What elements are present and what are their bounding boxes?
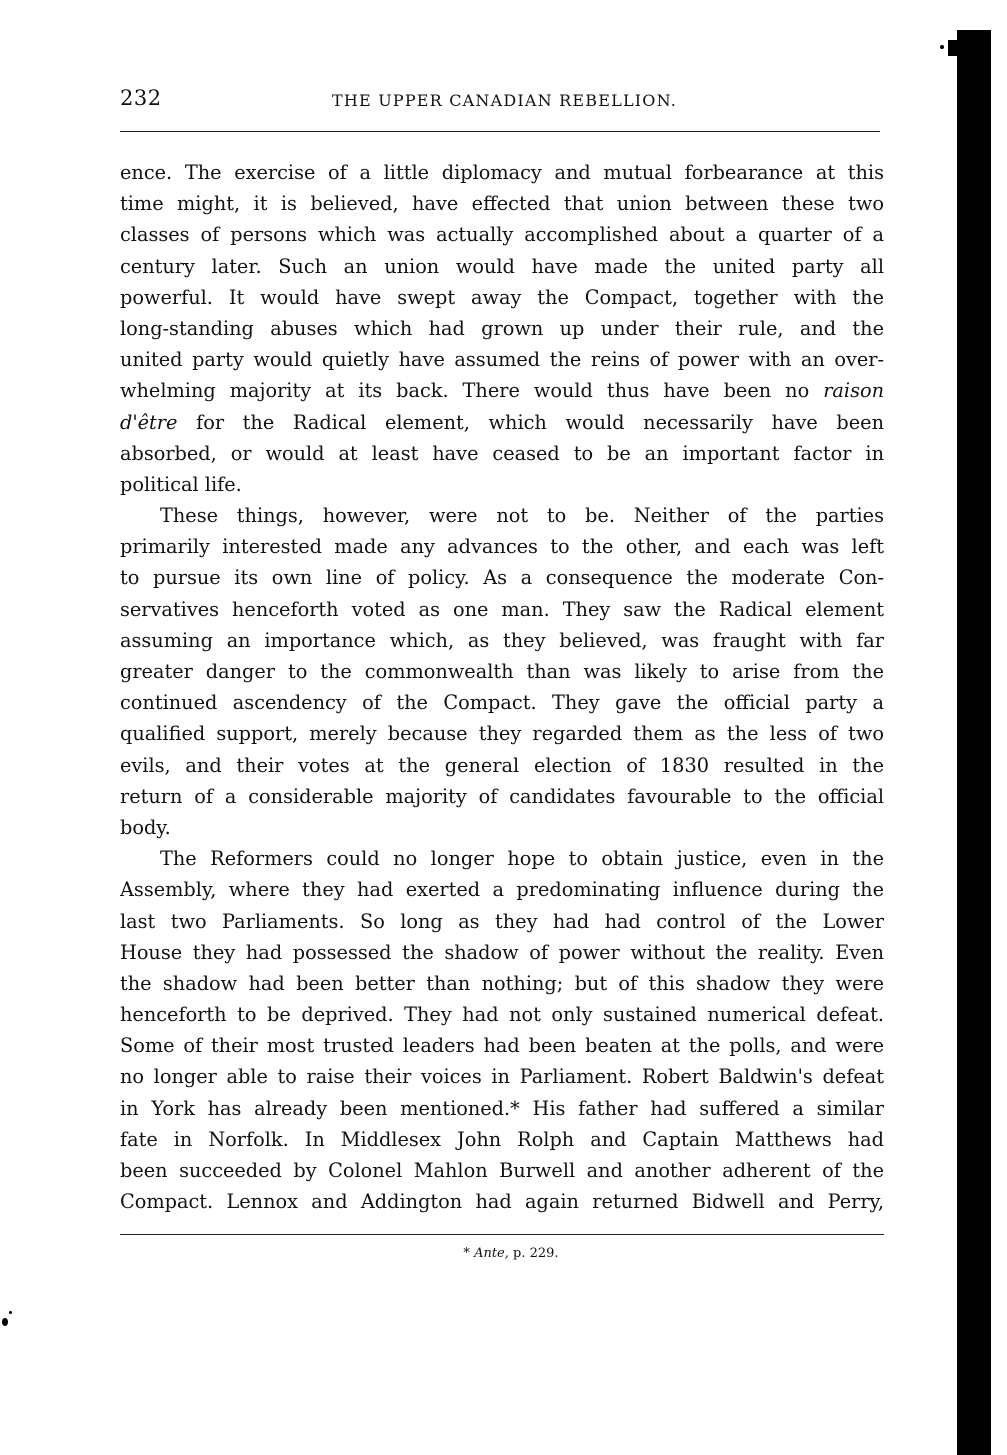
text-line: ence. The exercise of a little diplomacy and mutual forbearance at this (120, 161, 884, 184)
text-line: evils, and their votes at the general election of 1830 resulted in the (120, 753, 884, 777)
scan-border-edge (957, 30, 991, 1455)
footnote (0, 1246, 1007, 1261)
text-line: The Reformers could no longer hope to obtain justice, even in the (160, 847, 884, 871)
scan-speck (940, 45, 944, 49)
text-line: united party would quietly have assumed the reins of power with an over- (120, 348, 884, 372)
running-title: THE UPPER CANADIAN REBELLION. (332, 91, 678, 110)
text-line: henceforth to be deprived. They had not only sustained numerical defeat. (120, 1003, 884, 1027)
text-line: assuming an importance which, as they believed, was fraught with far (120, 628, 884, 652)
text-line: century later. Such an union would have made the united party all (120, 254, 884, 278)
text-line: qualified support, merely because they regarded them as the less of two (120, 722, 884, 746)
text-line: last two Parliaments. So long as they had had control of the Lower (120, 909, 884, 933)
text-line: These things, however, were not to be. Neither of the parties (160, 504, 884, 528)
text-line: classes of persons which was actually accomplished about a quarter of a (120, 223, 884, 247)
text-line (120, 375, 884, 406)
footnote-marker: * (463, 1246, 470, 1261)
text-line: the shadow had been better than nothing; but of this shadow they were (120, 971, 884, 995)
text-line: greater danger to the commonwealth than was likely to arise from the (120, 660, 884, 683)
text-line: continued ascendency of the Compact. They gave the official party a (120, 691, 884, 715)
text-line: fate in Norfolk. In Middlesex John Rolph and Captain Matthews had (120, 1127, 884, 1151)
text-line: servatives henceforth voted as one man. They saw the Radical element (120, 597, 884, 621)
text-line: body. (120, 815, 171, 839)
text-segment: for the Radical element, which would necessarily have been (196, 410, 884, 434)
text-line: been succeeded by Colonel Mahlon Burwell and another adherent of the (120, 1159, 884, 1182)
text-line: Assembly, where they had exerted a predominating influence during the (120, 878, 884, 902)
page-number: 232 (120, 86, 162, 110)
text-line: to pursue its own line of policy. As a consequence the moderate Con- (120, 566, 884, 590)
footnote-ref: Ante, (474, 1246, 509, 1261)
text-line: return of a considerable majority of candidates favourable to the official (120, 784, 884, 808)
scan-speck (2, 1318, 8, 1326)
italic-phrase: raison (823, 379, 884, 403)
running-head (120, 86, 882, 116)
text-line (120, 407, 884, 438)
text-line: absorbed, or would at least have ceased to be an important factor in (120, 441, 884, 465)
text-line: no longer able to raise their voices in Parliament. Robert Baldwin's defeat (120, 1065, 884, 1089)
footnote-rule (120, 1234, 884, 1235)
text-line: primarily interested made any advances to the other, and each was left (120, 535, 884, 559)
text-line: Compact. Lennox and Addington had again returned Bidwell and Perry, (120, 1190, 884, 1214)
text-line: House they had possessed the shadow of power without the reality. Even (120, 940, 884, 964)
scan-speck (959, 505, 962, 511)
text-line: political life. (120, 472, 242, 496)
text-line: long-standing abuses which had grown up under their rule, and the (120, 316, 884, 340)
text-line: time might, it is believed, have effected that union between these two (120, 192, 884, 216)
text-line: Some of their most trusted leaders had been beaten at the polls, and were (120, 1034, 884, 1058)
text-line: powerful. It would have swept away the Compact, together with the (120, 285, 884, 309)
header-rule (120, 131, 880, 132)
scan-speck (9, 1311, 12, 1314)
scan-border-notch (948, 40, 962, 56)
text-segment: whelming majority at its back. There would thus have been no (120, 379, 810, 403)
text-line: in York has already been mentioned.* His father had suffered a similar (120, 1096, 884, 1120)
body-text (120, 157, 884, 1217)
italic-phrase: d'être (120, 410, 178, 434)
footnote-page: p. 229. (513, 1246, 559, 1261)
